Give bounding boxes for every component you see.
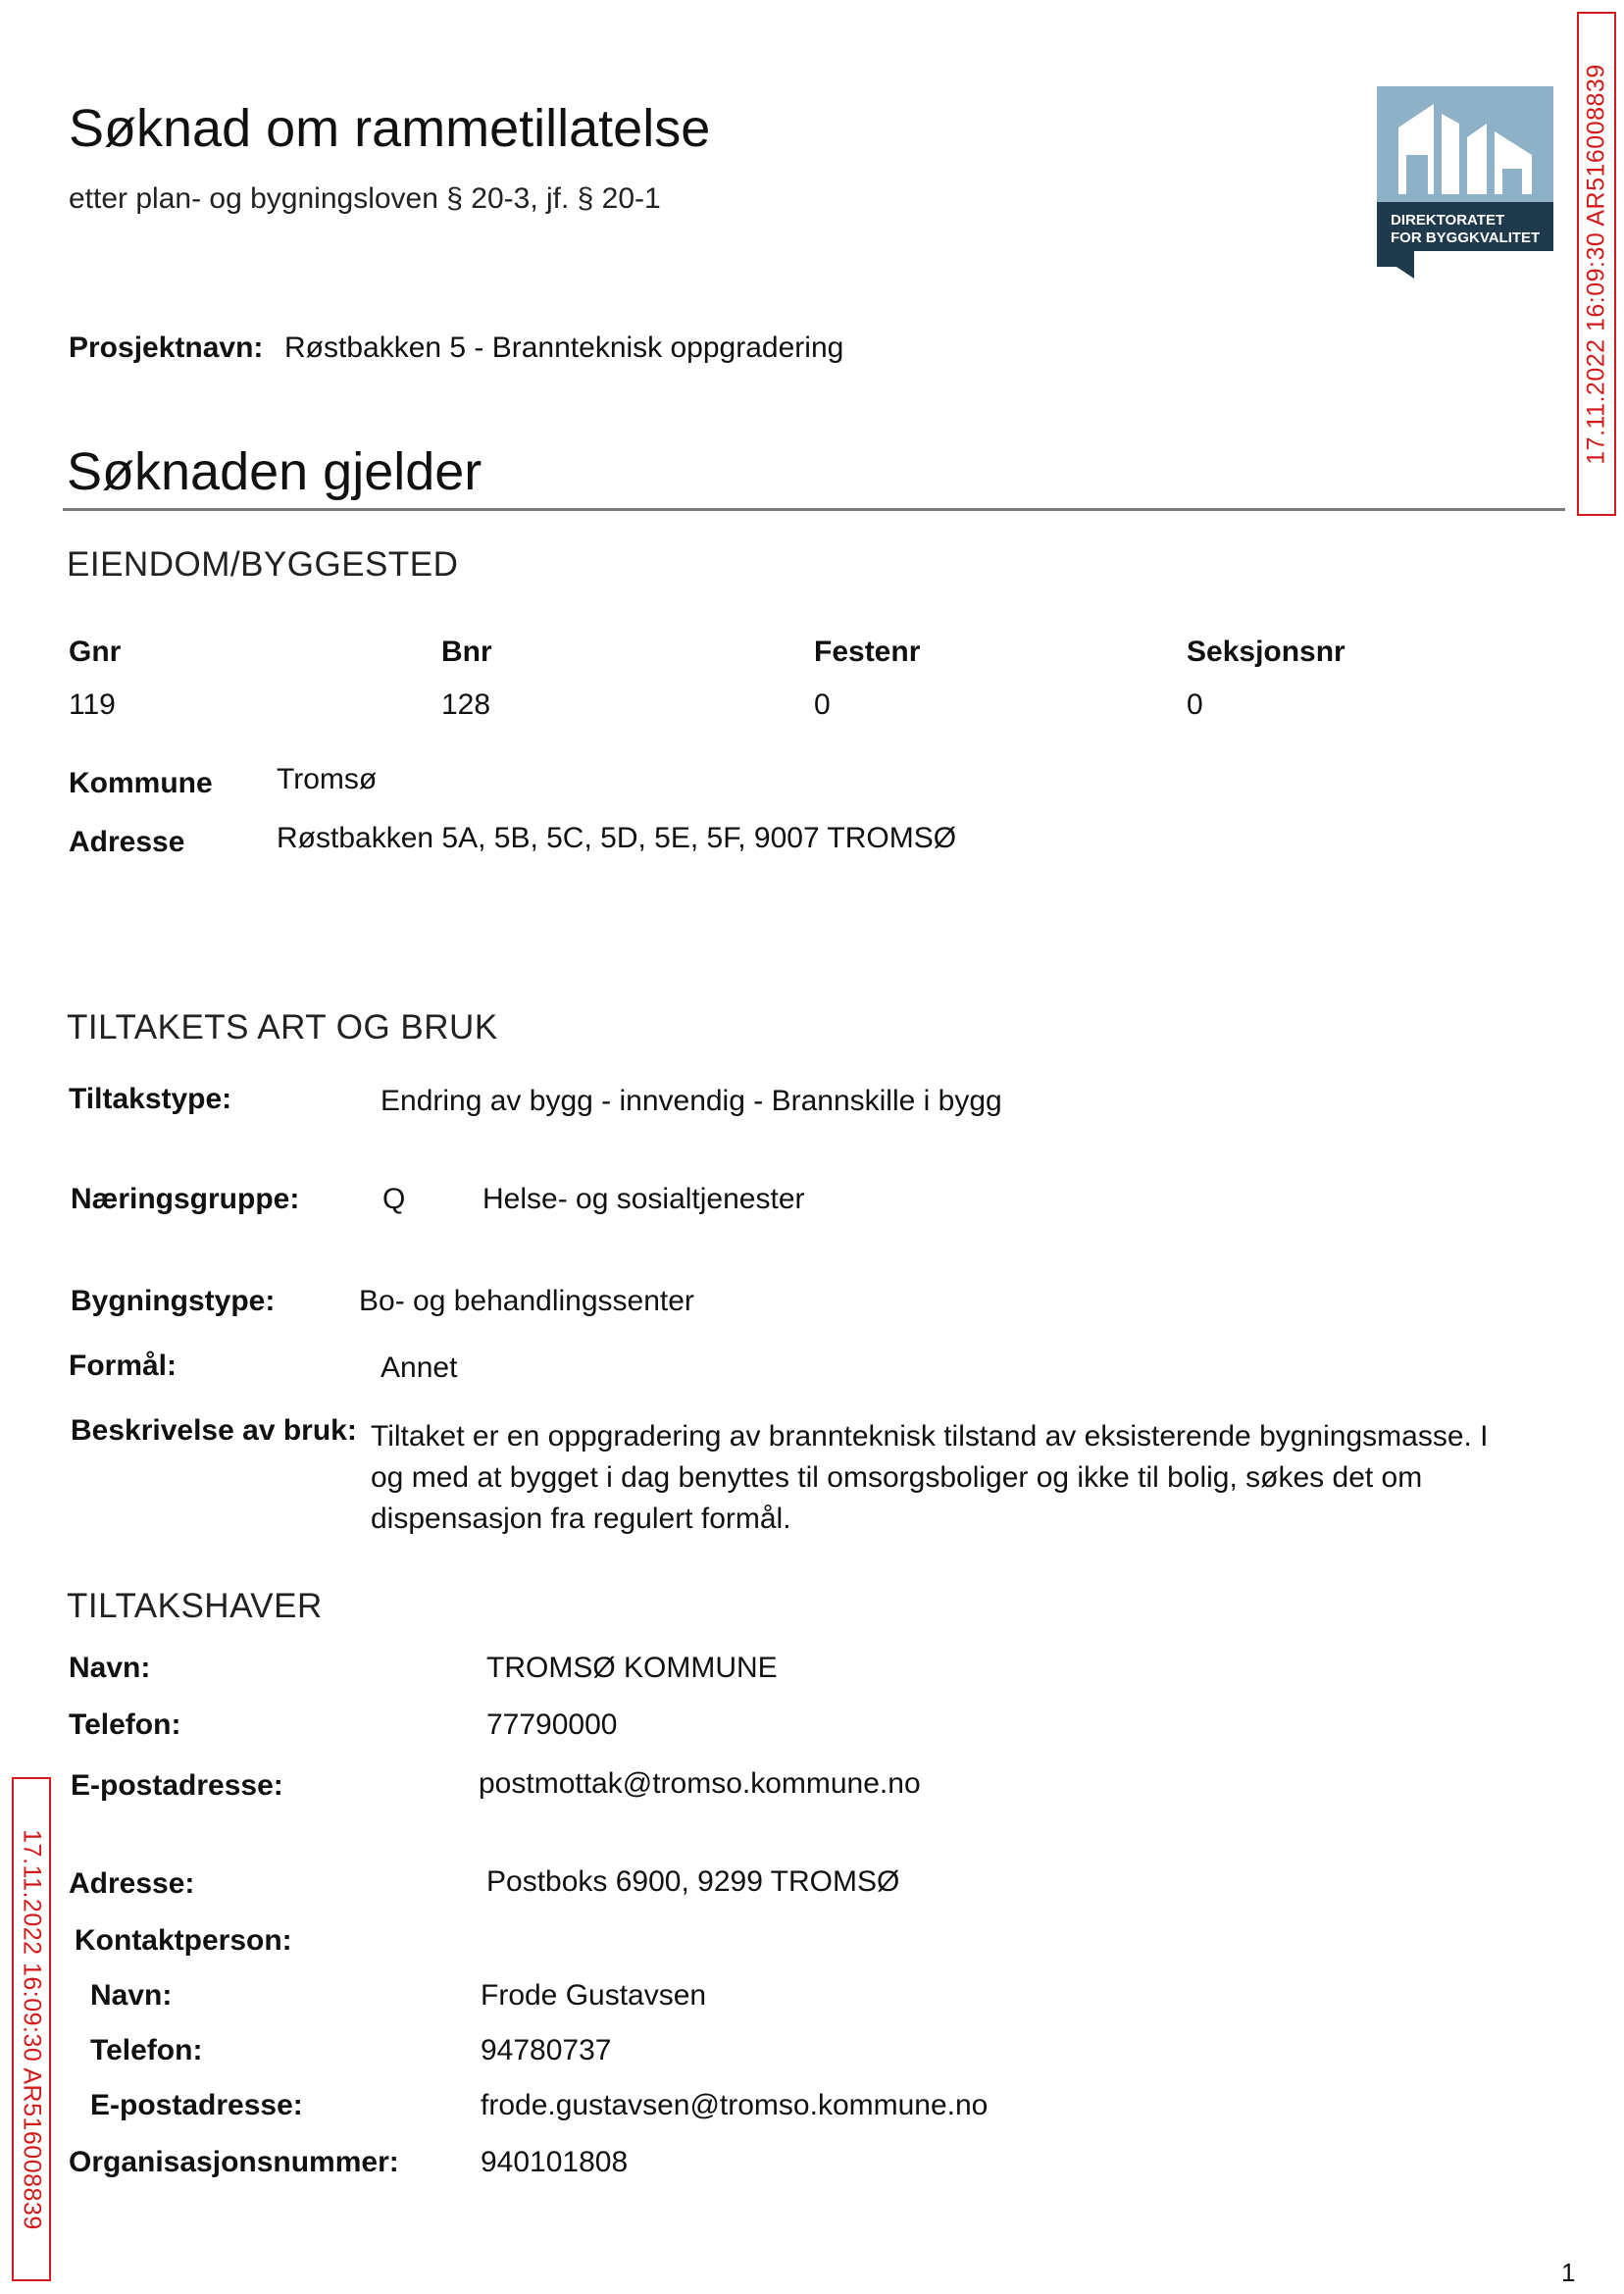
logo-line-1: DIREKTORATET [1391,212,1505,229]
bnr-value: 128 [441,688,491,721]
festenr-label: Festenr [814,636,921,668]
dibk-logo [1377,86,1553,279]
kontakt-navn-value: Frode Gustavsen [481,1979,707,2012]
naeringsgruppe-value: Helse- og sosialtjenester [482,1183,805,1215]
kontakt-telefon-value: 94780737 [481,2034,612,2066]
naeringsgruppe-label: Næringsgruppe: [71,1183,300,1215]
kontakt-telefon-label: Telefon: [90,2034,203,2066]
timestamp-stamp-top [1577,12,1616,516]
tiltakshaver-telefon-label: Telefon: [69,1708,181,1741]
tiltakshaver-adresse-label: Adresse: [69,1867,195,1900]
bygningstype-label: Bygningstype: [71,1285,276,1317]
timestamp-stamp-left [12,1777,51,2281]
tiltak-heading: TILTAKETS ART OG BRUK [67,1008,498,1046]
document-title: Søknad om rammetillatelse [69,99,711,158]
seksjonsnr-label: Seksjonsnr [1187,636,1345,668]
seksjonsnr-value: 0 [1187,688,1203,721]
naeringsgruppe-code: Q [382,1183,406,1215]
document-subtitle: etter plan- og bygningsloven § 20-3, jf. § 20-1 [69,182,661,215]
tiltakshaver-navn-value: TROMSØ KOMMUNE [486,1652,778,1684]
tiltakshaver-telefon-value: 77790000 [486,1708,618,1741]
stamp-text: 17.11.2022 16:09:30 AR516008839 [18,1828,46,2230]
tiltakstype-label: Tiltakstype: [69,1083,232,1115]
tiltakshaver-epost-label: E-postadresse: [71,1769,283,1802]
gnr-label: Gnr [69,636,122,668]
stamp-text: 17.11.2022 16:09:30 AR516008839 [1582,63,1610,465]
building-logo-icon [1377,86,1553,279]
project-label: Prosjektnavn: [69,331,264,364]
logo-line-2: FOR BYGGKVALITET [1391,229,1541,246]
formaal-label: Formål: [69,1350,178,1382]
beskrivelse-value: Tiltaket er en oppgradering av brannteknisk tilstand av eksisterende bygningsmasse. I og med at bygget i dag benyttes til omsorgsboliger og ikke til bolig, søkes det om dispensasjon fra regulert formål. [371,1420,1489,1535]
kommune-value: Tromsø [277,763,378,795]
tiltakshaver-navn-label: Navn: [69,1652,151,1684]
kommune-label: Kommune [69,767,213,799]
adresse-label: Adresse [69,826,185,858]
adresse-value: Røstbakken 5A, 5B, 5C, 5D, 5E, 5F, 9007 TROMSØ [277,822,957,854]
beskrivelse-label: Beskrivelse av bruk: [71,1414,357,1447]
festenr-value: 0 [814,688,831,721]
kontakt-navn-label: Navn: [90,1979,173,2012]
kontakt-epost-label: E-postadresse: [90,2089,303,2121]
orgnr-value: 940101808 [481,2146,629,2178]
page-number: 1 [1561,2258,1576,2287]
bnr-label: Bnr [441,636,492,668]
formaal-value: Annet [381,1351,458,1384]
section-title: Søknaden gjelder [67,442,482,501]
tiltakshaver-adresse-value: Postboks 6900, 9299 TROMSØ [486,1865,900,1898]
gnr-value: 119 [69,688,116,721]
property-heading: EIENDOM/BYGGESTED [67,545,459,584]
section-divider [63,508,1565,511]
orgnr-label: Organisasjonsnummer: [69,2146,399,2178]
tiltakshaver-epost-value: postmottak@tromso.kommune.no [479,1767,921,1800]
kontakt-epost-value: frode.gustavsen@tromso.kommune.no [481,2089,989,2121]
project-value: Røstbakken 5 - Brannteknisk oppgradering [284,331,844,364]
bygningstype-value: Bo- og behandlingssenter [359,1285,694,1317]
tiltakstype-value: Endring av bygg - innvendig - Brannskille i bygg [381,1085,1002,1117]
tiltakshaver-heading: TILTAKSHAVER [67,1587,323,1625]
kontaktperson-label: Kontaktperson: [75,1924,292,1957]
